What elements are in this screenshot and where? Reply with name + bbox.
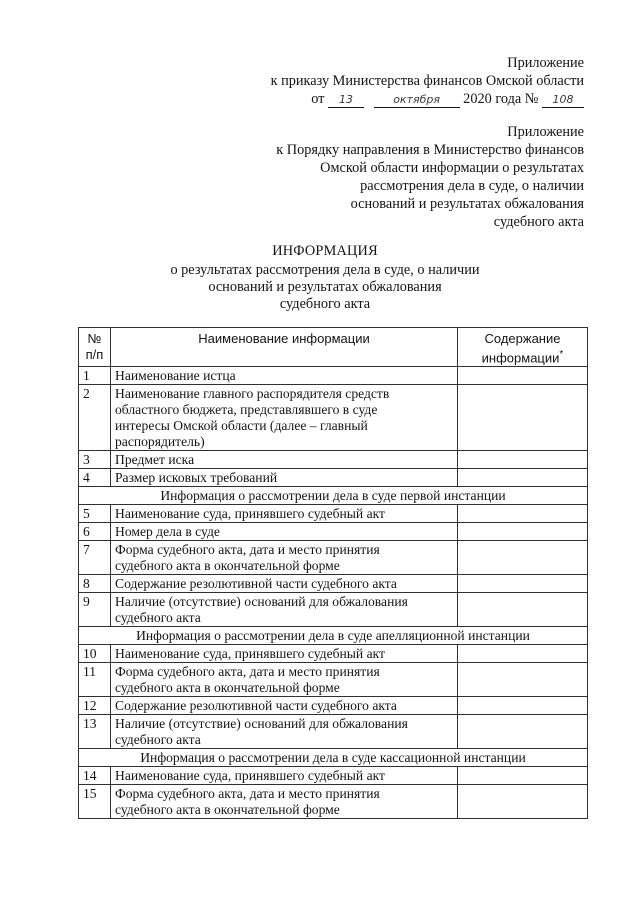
row-content-cell[interactable] [458,469,588,487]
row-number: 3 [79,451,111,469]
row-content-cell[interactable] [458,593,588,627]
row-info-line: Наличие (отсутствие) оснований для обжалования [115,716,408,732]
section-header-row [79,749,588,767]
header-content-line [462,331,583,347]
row-info-line: областного бюджета, представлявшего в суде [115,402,378,418]
order-appendix-header [271,54,584,108]
row-number: 11 [79,663,111,697]
header-number-line: № [87,331,102,346]
row-info-name [111,469,458,487]
row-info-name [111,505,458,523]
row-info-line: интересы Омской области (далее – главный [115,418,368,434]
row-number: 4 [79,469,111,487]
row-info-name [111,541,458,575]
header-content [458,328,588,367]
row-info-line: Наименование главного распорядителя средств [115,386,390,402]
appendix-line: Приложение [507,124,584,140]
row-info-line: Форма судебного акта, дата и место принятия [115,786,380,802]
appendix-label: Приложение [507,55,584,71]
row-info-line: Содержание резолютивной части судебного акта [115,576,397,592]
row-content-cell[interactable] [458,505,588,523]
order-reference: к приказу Министерства финансов Омской области [270,73,584,89]
row-info-name [111,715,458,749]
table-row [79,645,588,663]
row-number: 10 [79,645,111,663]
from-label: от [311,91,325,107]
row-info-line: Наименование суда, принявшего судебный акт [115,646,385,662]
section-title: Информация о рассмотрении дела в суде кассационной инстанции [79,749,588,767]
row-number: 9 [79,593,111,627]
row-number: 8 [79,575,111,593]
row-content-cell[interactable] [458,785,588,819]
row-number: 6 [79,523,111,541]
row-info-line: Наименование суда, принявшего судебный акт [115,506,385,522]
row-content-cell[interactable] [458,645,588,663]
row-info-line: Форма судебного акта, дата и место принятия [115,542,380,558]
row-info-line: Содержание резолютивной части судебного акта [115,698,397,714]
document-subtitle-line: оснований и результатах обжалования [208,279,442,295]
procedure-appendix-header [276,123,584,231]
section-title: Информация о рассмотрении дела в суде апелляционной инстанции [79,627,588,645]
header-content-text: Содержание [484,331,561,346]
section-header-row [79,487,588,505]
handwritten-month: октября [374,93,460,108]
row-info-name [111,593,458,627]
header-name: Наименование информации [111,328,458,367]
row-number: 1 [79,367,111,385]
row-info-line: судебного акта в окончательной форме [115,802,340,818]
table-row [79,385,588,451]
row-number: 5 [79,505,111,523]
row-number: 2 [79,385,111,451]
row-info-name [111,645,458,663]
row-info-line: Форма судебного акта, дата и место принятия [115,664,380,680]
information-table [78,327,588,819]
header-number-line: п/п [85,347,104,362]
row-info-line: Размер исковых требований [115,470,278,486]
row-content-cell[interactable] [458,523,588,541]
row-content-cell[interactable] [458,367,588,385]
table-body [79,367,588,819]
table-row [79,767,588,785]
row-number: 14 [79,767,111,785]
row-info-name [111,451,458,469]
order-date-line [271,90,584,108]
row-content-cell[interactable] [458,385,588,451]
row-content-cell[interactable] [458,541,588,575]
row-number: 12 [79,697,111,715]
row-info-line: Наименование суда, принявшего судебный акт [115,768,385,784]
row-info-name [111,767,458,785]
document-subtitle-line: судебного акта [279,296,371,312]
row-content-cell[interactable] [458,715,588,749]
row-number: 7 [79,541,111,575]
appendix-line: оснований и результатах обжалования [350,196,584,212]
row-info-line: судебного акта в окончательной форме [115,558,340,574]
row-info-line: Наличие (отсутствие) оснований для обжалования [115,594,408,610]
table-row [79,575,588,593]
row-info-name [111,385,458,451]
header-content-line [462,347,583,366]
header-number [79,328,111,367]
appendix-line: к Порядку направления в Министерство финансов [276,142,584,158]
row-content-cell[interactable] [458,767,588,785]
table-row [79,523,588,541]
document-title: ИНФОРМАЦИЯ [272,243,378,259]
row-info-name [111,367,458,385]
section-header-row [79,627,588,645]
row-info-line: распорядитель) [115,434,205,450]
row-content-cell[interactable] [458,663,588,697]
row-info-line: судебного акта [115,732,201,748]
row-info-name [111,697,458,715]
table-row [79,593,588,627]
row-content-cell[interactable] [458,451,588,469]
handwritten-day: 13 [328,93,364,108]
table-row [79,697,588,715]
appendix-line: Омской области информации о результатах [320,160,584,176]
table-row [79,663,588,697]
document-subtitle-line: о результатах рассмотрения дела в суде, о наличии [170,262,480,278]
appendix-line: рассмотрения дела в суде, о наличии [360,178,584,194]
year-text: 2020 года № [463,91,539,107]
handwritten-order-number: 108 [542,93,584,108]
table-row [79,785,588,819]
row-number: 13 [79,715,111,749]
row-number: 15 [79,785,111,819]
table-header-row [79,328,588,367]
row-info-name [111,523,458,541]
row-info-line: Предмет иска [115,452,195,468]
row-info-line: Наименование истца [115,368,236,384]
table-row [79,367,588,385]
table-row [79,451,588,469]
footnote-mark: * [559,349,564,360]
row-info-name [111,663,458,697]
section-title: Информация о рассмотрении дела в суде первой инстанции [79,487,588,505]
appendix-line: судебного акта [493,214,584,230]
row-info-name [111,575,458,593]
row-info-line: Номер дела в суде [115,524,220,540]
table-row [79,469,588,487]
document-title-block [0,243,640,313]
header-content-text: информации [481,350,560,366]
row-info-line: судебного акта [115,610,201,626]
table-row [79,715,588,749]
row-info-line: судебного акта в окончательной форме [115,680,340,696]
table-row [79,505,588,523]
row-info-name [111,785,458,819]
table-row [79,541,588,575]
row-content-cell[interactable] [458,697,588,715]
row-content-cell[interactable] [458,575,588,593]
